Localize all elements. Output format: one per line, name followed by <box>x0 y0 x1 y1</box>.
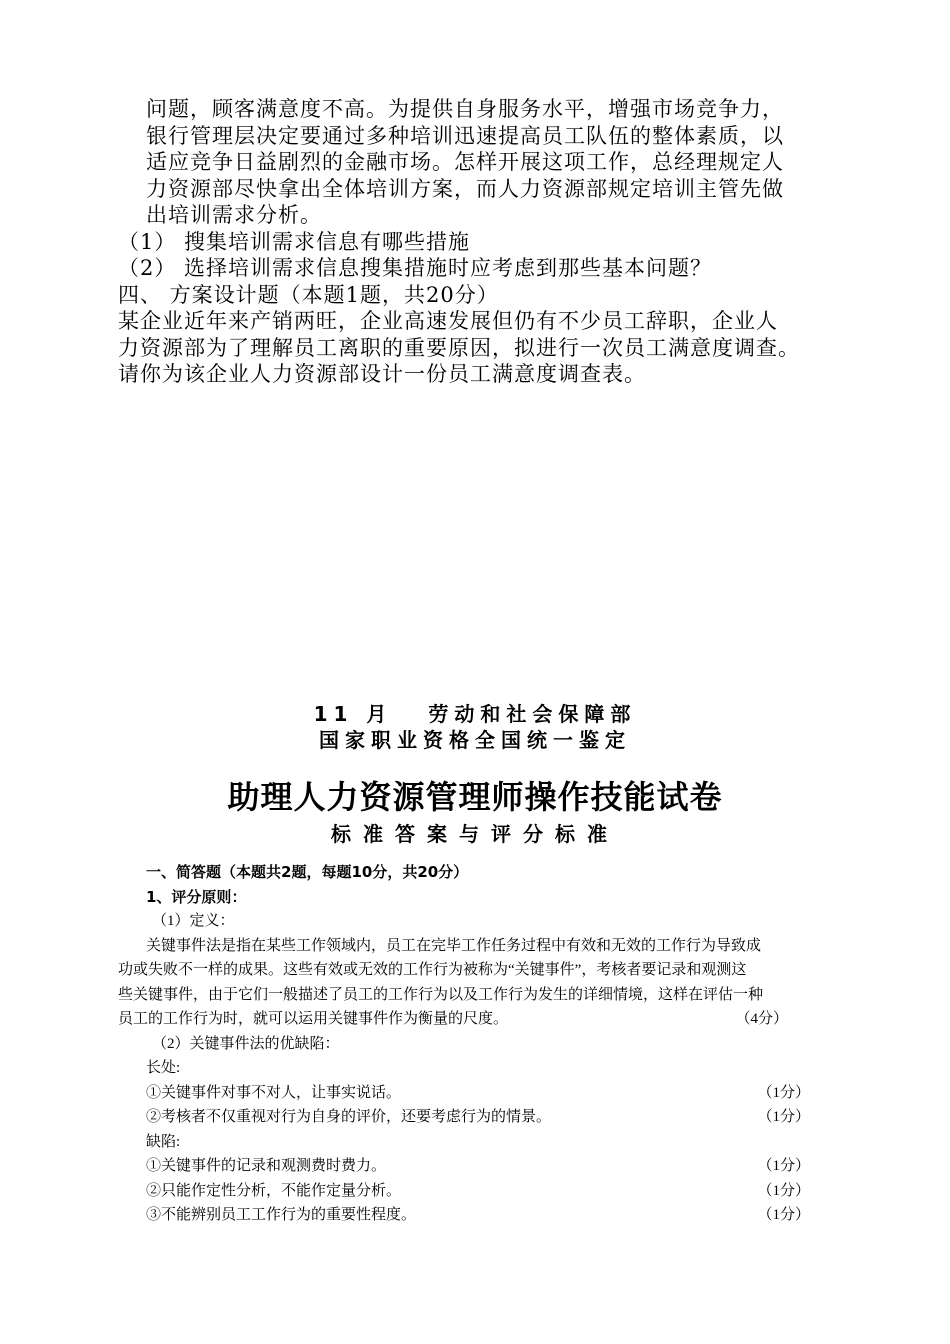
con-item <box>118 1179 838 1204</box>
pros-cons-label: （2）关键事件法的优缺陷： <box>152 1035 340 1052</box>
question-line: 问题，顾客满意度不高。为提供自身服务水平，增强市场竞争力， <box>146 97 784 121</box>
answer-block <box>118 860 838 1228</box>
pro-text: ②考核者不仅重视对行为自身的评价，还要考虑行为的情景。 <box>146 1109 552 1125</box>
pro-item <box>118 1081 838 1106</box>
header-line-2: 国家职业资格全国统一鉴定 <box>319 728 631 752</box>
pro-score: （1分） <box>757 1084 810 1101</box>
question-line: 出培训需求分析。 <box>146 203 322 227</box>
question-line: 力资源部尽快拿出全体培训方案，而人力资源部规定培训主管先做 <box>146 176 784 201</box>
header-ministry: 劳动和社会保障部 <box>428 702 637 726</box>
definition-line-last <box>118 1007 838 1032</box>
section-4-line: 力资源部为了理解员工离职的重要原因，拟进行一次员工满意度调查。 <box>118 335 800 360</box>
definition-line: 关键事件法是指在某些工作领域内，员工在完毕工作任务过程中有效和无效的工作行为导致成 <box>146 937 762 954</box>
pros-label: 长处: <box>146 1060 181 1076</box>
header-line-1 <box>0 698 950 727</box>
definition-line: 功或失败不一样的成果。这些有效或无效的工作行为被称为“关键事件”，考核者要记录和观测这 <box>118 962 747 978</box>
definition-line: 些关键事件，由于它们一般描述了员工的工作行为以及工作行为发生的详细情境，这样在评估一种 <box>118 986 764 1003</box>
question-line: 适应竞争日益剧烈的金融市场。怎样开展这项工作，总经理规定人 <box>146 150 784 174</box>
section-4-line: 请你为该企业人力资源部设计一份员工满意度调查表。 <box>118 362 646 386</box>
con-item <box>118 1203 838 1228</box>
question-line: 银行管理层决定要通过多种培训迅速提高员工队伍的整体素质，以 <box>146 123 784 148</box>
cons-label: 缺陷: <box>146 1133 181 1150</box>
con-score: （1分） <box>757 1158 810 1174</box>
exam-subtitle: 标准答案与评分标准 <box>331 822 619 846</box>
section-1-heading: 一、简答题（本题共2题，每题10分，共20分） <box>146 863 469 881</box>
definition-label: （1）定义： <box>152 913 235 929</box>
con-text: ③不能辨别员工工作行为的重要性程度。 <box>146 1207 417 1223</box>
pro-item <box>118 1105 838 1130</box>
sub-question-2: （2） 选择培训需求信息搜集措施时应考虑到那些基本问题？ <box>118 256 713 280</box>
question-block <box>118 96 848 388</box>
pro-text: ①关键事件对事不对人，让事实说话。 <box>146 1084 402 1101</box>
con-item <box>118 1154 838 1179</box>
sub-question-1: （1） 搜集培训需求信息有哪些措施 <box>118 229 471 254</box>
definition-score: （4分） <box>735 1011 788 1027</box>
header-month: 11 月 <box>313 702 393 726</box>
definition-text: 员工的工作行为时，就可以运用关键事件作为衡量的尺度。 <box>118 1011 509 1027</box>
con-score: （1分） <box>757 1182 810 1199</box>
con-text: ②只能作定性分析，不能作定量分析。 <box>146 1182 402 1199</box>
pro-score: （1分） <box>757 1109 810 1125</box>
exam-title: 助理人力资源管理师操作技能试卷 <box>227 778 723 816</box>
section-4-heading: 四、 方案设计题（本题1题，共20分） <box>118 282 499 307</box>
section-4-line: 某企业近年来产销两旺，企业高速发展但仍有不少员工辞职，企业人 <box>118 309 778 333</box>
scoring-principle: 1、评分原则： <box>146 887 247 906</box>
con-text: ①关键事件的记录和观测费时费力。 <box>146 1158 387 1174</box>
con-score: （1分） <box>757 1207 810 1223</box>
